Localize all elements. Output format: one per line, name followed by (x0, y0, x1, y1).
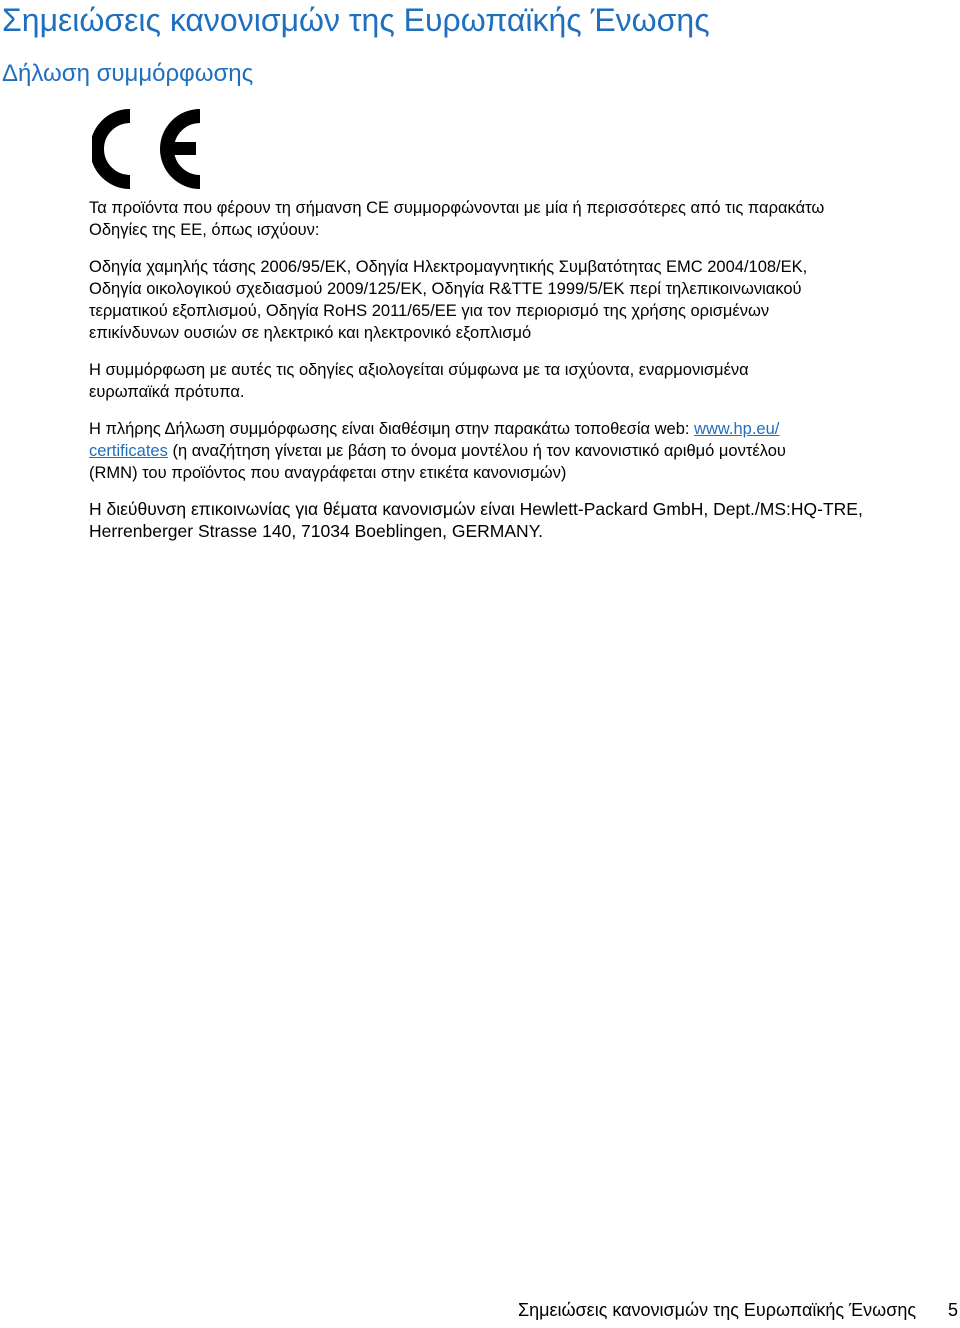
paragraph-contact-address (89, 498, 949, 542)
text-line: επικίνδυνων ουσιών σε ηλεκτρικό και ηλεκτρονικό εξοπλισμό (89, 324, 532, 342)
text-line: Τα προϊόντα που φέρουν τη σήμανση CE συμμορφώνονται με μία ή περισσότερες από τις παρακάτω (89, 199, 825, 217)
footer-section-title: Σημειώσεις κανονισμών της Ευρωπαϊκής Ένωσης (517, 1300, 916, 1320)
page-number: 5 (947, 1300, 958, 1320)
section-title: Δήλωση συμμόρφωσης (2, 60, 254, 87)
text-line: (RMN) του προϊόντος που αναγράφεται στην ετικέτα κανονισμών) (89, 464, 567, 482)
text-line: Η διεύθυνση επικοινωνίας για θέματα κανονισμών είναι Hewlett-Packard GmbH, Dept./MS:HQ-TRE, (89, 499, 863, 519)
paragraph-standards (89, 359, 949, 403)
text-line: (η αναζήτηση γίνεται με βάση το όνομα μοντέλου ή τον κανονιστικό αριθμό μοντέλου (167, 442, 786, 460)
text-line: Οδηγία οικολογικού σχεδιασμού 2009/125/ΕΚ, Οδηγία R&TTE 1999/5/ΕΚ περί τηλεπικοινωνιακού (89, 280, 802, 298)
text-line: Οδηγίες της ΕΕ, όπως ισχύουν: (89, 221, 320, 239)
text-line: τερματικού εξοπλισμού, Οδηγία RoHS 2011/65/ΕΕ για τον περιορισμό της χρήσης ορισμένων (89, 302, 770, 320)
paragraph-directives (89, 256, 949, 344)
text-line: Η συμμόρφωση με αυτές τις οδηγίες αξιολογείται σύμφωνα με τα ισχύοντα, εναρμονισμένα (89, 361, 749, 379)
text-line: Η πλήρης Δήλωση συμμόρφωσης είναι διαθέσιμη στην παρακάτω τοποθεσία web: (89, 420, 695, 438)
certificates-link-continued[interactable]: certificates (89, 442, 168, 460)
ce-mark-icon (92, 108, 208, 190)
paragraph-declaration-web (89, 418, 949, 484)
text-line: ευρωπαϊκά πρότυπα. (89, 383, 245, 401)
text-line: Οδηγία χαμηλής τάσης 2006/95/ΕΚ, Οδηγία Ηλεκτρομαγνητικής Συμβατότητας EMC 2004/108/ΕΚ, (89, 258, 808, 276)
paragraph-ce-intro (89, 197, 949, 241)
text-line: Herrenberger Strasse 140, 71034 Boeblingen, GERMANY. (89, 521, 543, 541)
page-title: Σημειώσεις κανονισμών της Ευρωπαϊκής Ένωσης (2, 2, 710, 38)
certificates-link[interactable]: www.hp.eu/ (694, 420, 780, 438)
